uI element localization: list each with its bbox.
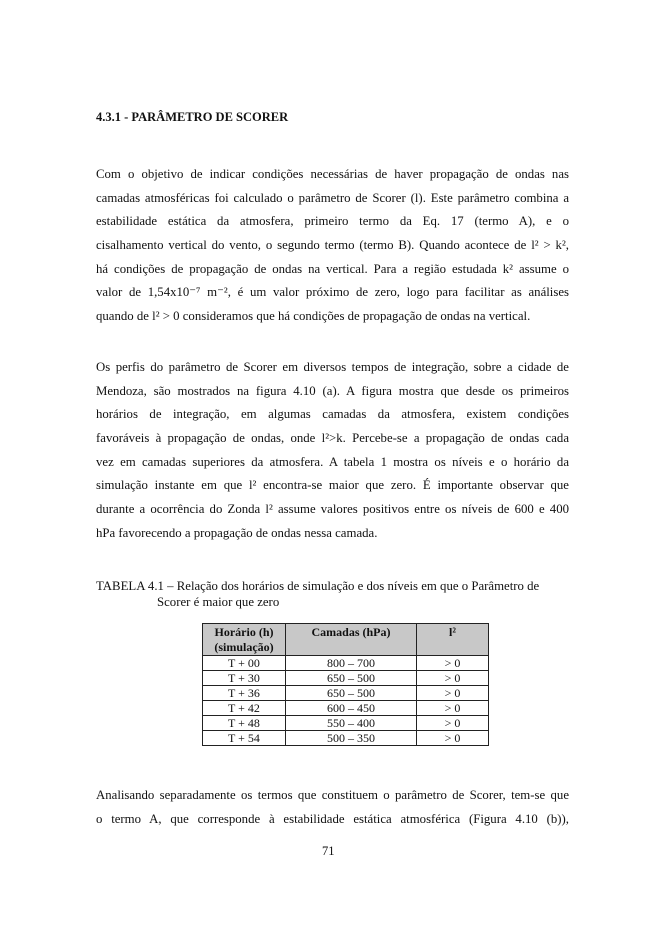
cell-camadas: 550 – 400 — [286, 716, 417, 731]
text-line: favoráveis à propagação de ondas, onde l²>k. Percebe-se a propagação de ondas cada — [96, 431, 569, 446]
text-line: Com o objetivo de indicar condições necessárias de haver propagação de ondas nas — [96, 167, 569, 181]
text-line: quando de l² > 0 consideramos que há condições de propagação de ondas na vertical. — [96, 309, 531, 324]
cell-camadas: 500 – 350 — [286, 731, 417, 746]
table-row — [203, 686, 489, 701]
table-row — [203, 656, 489, 671]
text-line: o termo A, que corresponde à estabilidade estática atmosférica (Figura 4.10 (b)), — [96, 811, 569, 826]
cell-horario: T + 36 — [203, 686, 286, 701]
cell-horario: T + 00 — [203, 656, 286, 671]
text-line: vez em camadas superiores da atmosfera. A tabela 1 mostra os níveis e o horário da — [96, 454, 569, 469]
text-line: Mendoza, são mostrados na figura 4.10 (a). A figura mostra que desde os primeiros — [96, 383, 569, 398]
text-line: valor de 1,54x10⁻⁷ m⁻², é um valor próximo de zero, logo para facilitar as análises — [96, 285, 569, 300]
cell-camadas: 600 – 450 — [286, 701, 417, 716]
text-line: estabilidade estática da atmosfera, primeiro termo da Eq. 17 (termo A), e o — [96, 214, 569, 229]
cell-l2: > 0 — [417, 701, 489, 716]
text-line: camadas atmosféricas foi calculado o parâmetro de Scorer (l). Este parâmetro combina a — [96, 190, 569, 205]
cell-l2: > 0 — [417, 731, 489, 746]
table-row — [203, 716, 489, 731]
paragraph-scorer-profiles — [96, 356, 569, 546]
cell-l2: > 0 — [417, 671, 489, 686]
paragraph-scorer-terms — [96, 784, 569, 831]
table-caption — [96, 578, 569, 610]
text-line: hPa favorecendo a propagação de ondas nessa camada. — [96, 525, 378, 540]
caption-line: Scorer é maior que zero — [157, 595, 280, 609]
page-number: 71 — [322, 844, 335, 858]
table-row — [203, 731, 489, 746]
text-line: Os perfis do parâmetro de Scorer em diversos tempos de integração, sobre a cidade de — [96, 360, 569, 374]
table-row — [203, 701, 489, 716]
header-camadas: Camadas (hPa) — [286, 624, 417, 656]
cell-camadas: 650 – 500 — [286, 671, 417, 686]
cell-horario: T + 30 — [203, 671, 286, 686]
text-line: cisalhamento vertical do vento, o segundo termo (termo B). Quando acontece de l² > k², — [96, 238, 569, 253]
scorer-table — [202, 623, 489, 746]
header-horario: Horário (h) (simulação) — [203, 624, 286, 656]
cell-horario: T + 54 — [203, 731, 286, 746]
header-l2: l² — [417, 624, 489, 656]
cell-l2: > 0 — [417, 656, 489, 671]
text-line: horários de integração, em algumas camadas da atmosfera, existem condições — [96, 407, 569, 422]
table-header-row — [203, 624, 489, 656]
text-line: simulação instante em que l² encontra-se maior que zero. É importante observar que — [96, 478, 569, 493]
cell-l2: > 0 — [417, 686, 489, 701]
section-heading: 4.3.1 - PARÂMETRO DE SCORER — [96, 110, 289, 124]
cell-camadas: 650 – 500 — [286, 686, 417, 701]
caption-line: TABELA 4.1 – Relação dos horários de simulação e dos níveis em que o Parâmetro de — [96, 579, 540, 593]
cell-horario: T + 48 — [203, 716, 286, 731]
cell-camadas: 800 – 700 — [286, 656, 417, 671]
cell-horario: T + 42 — [203, 701, 286, 716]
table-row — [203, 671, 489, 686]
text-line: Analisando separadamente os termos que constituem o parâmetro de Scorer, tem-se que — [96, 788, 569, 802]
cell-l2: > 0 — [417, 716, 489, 731]
paragraph-scorer-intro — [96, 163, 569, 329]
text-line: durante a ocorrência do Zonda l² assume valores positivos entre os níveis de 600 e 400 — [96, 502, 569, 517]
text-line: há condições de propagação de ondas na vertical. Para a região estudada k² assume o — [96, 261, 569, 276]
